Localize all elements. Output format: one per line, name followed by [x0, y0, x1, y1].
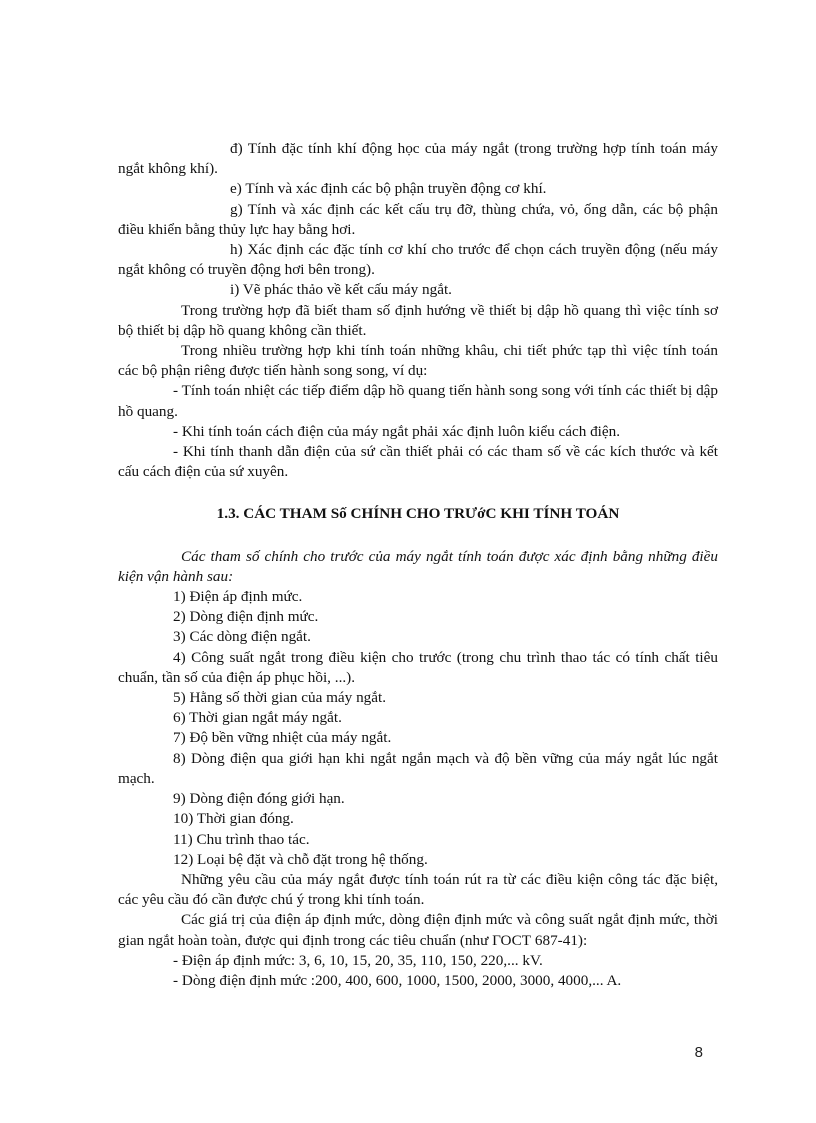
- list-item: 3) Các dòng điện ngắt.: [173, 628, 311, 646]
- list-item: 10) Thời gian đóng.: [173, 810, 294, 828]
- bullet-rated-current: - Dòng điện định mức :200, 400, 600, 1000, 1500, 2000, 3000, 4000,... A.: [173, 971, 622, 989]
- bullet-insulation: - Khi tính toán cách điện của máy ngắt phải xác định luôn kiểu cách điện.: [173, 422, 621, 440]
- list-item: 2) Dòng điện định mức.: [173, 608, 319, 626]
- paragraph-h: h) Xác định các đặc tính cơ khí cho trước để chọn cách truyền động (nếu máy ngắt không có truyền động hơi bên trong).: [118, 241, 718, 279]
- list-item: 8) Dòng điện qua giới hạn khi ngắt ngắn mạch và độ bền vững của máy ngắt lúc ngắt mạch.: [118, 749, 718, 787]
- paragraph-standards: Các giá trị của điện áp định mức, dòng điện định mức và công suất ngắt định mức, thời gian ngắt hoàn toàn, được qui định trong các tiêu chuẩn (như ГОСТ 687-41):: [118, 911, 718, 949]
- list-item: 11) Chu trình thao tác.: [173, 830, 310, 848]
- list-item: 5) Hằng số thời gian của máy ngắt.: [173, 689, 387, 707]
- list-item: 1) Điện áp định mức.: [173, 588, 303, 606]
- bullet-thermal-contacts: - Tính toán nhiệt các tiếp điểm dập hồ quang tiến hành song song với tính các thiết bị dập hồ quang.: [118, 382, 718, 420]
- list-item: 7) Độ bền vững nhiệt của máy ngắt.: [173, 729, 392, 747]
- bullet-rated-voltage: - Điện áp định mức: 3, 6, 10, 15, 20, 35, 110, 150, 220,... kV.: [173, 951, 543, 969]
- paragraph-requirements: Những yêu cầu của máy ngắt được tính toán rút ra từ các điều kiện công tác đặc biệt, các yêu cầu đó cần được chú ý trong khi tính toán.: [118, 870, 718, 909]
- paragraph-arc-device: Trong trường hợp đã biết tham số định hướng về thiết bị dập hồ quang thì việc tính sơ bộ thiết bị dập hồ quang không cần thiết.: [118, 301, 718, 339]
- paragraph-g: g) Tính và xác định các kết cấu trụ đỡ, thùng chứa, vỏ, ống dẫn, các bộ phận điều khiển bằng thủy lực hay bằng hơi.: [118, 200, 718, 238]
- section-heading: 1.3. CÁC THAM Số CHÍNH CHO TRƯớC KHI TÍNH TOÁN: [216, 505, 620, 523]
- list-item: 6) Thời gian ngắt máy ngắt.: [173, 709, 342, 727]
- paragraph-e: e) Tính và xác định các bộ phận truyền động cơ khí.: [230, 180, 547, 198]
- page-number: 8: [694, 1044, 703, 1061]
- paragraph-parallel-calc: Trong nhiều trường hợp khi tính toán những khâu, chi tiết phức tạp thì việc tính toán các bộ phận riêng được tiến hành song song, ví dụ:: [118, 342, 718, 380]
- paragraph-i: i) Vẽ phác thảo về kết cấu máy ngắt.: [230, 281, 452, 299]
- paragraph-d: đ) Tính đặc tính khí động học của máy ngắt (trong trường hợp tính toán máy ngắt không khí).: [118, 140, 718, 178]
- list-item: 4) Công suất ngắt trong điều kiện cho trước (trong chu trình thao tác có tính chất tiêu chuẩn, tần số của điện áp phục hồi, ...).: [118, 648, 718, 686]
- bullet-conductor: - Khi tính thanh dẫn điện của sứ cần thiết phải có các tham số về các kích thước và kết cấu cách điện của sứ xuyên.: [118, 443, 718, 481]
- list-item: 12) Loại bệ đặt và chỗ đặt trong hệ thống.: [173, 850, 428, 868]
- document-body: [118, 139, 718, 991]
- intro-italic: Các tham số chính cho trước của máy ngắt tính toán được xác định bằng những điều kiện vận hành sau:: [118, 547, 718, 585]
- list-item: 9) Dòng điện đóng giới hạn.: [173, 790, 345, 808]
